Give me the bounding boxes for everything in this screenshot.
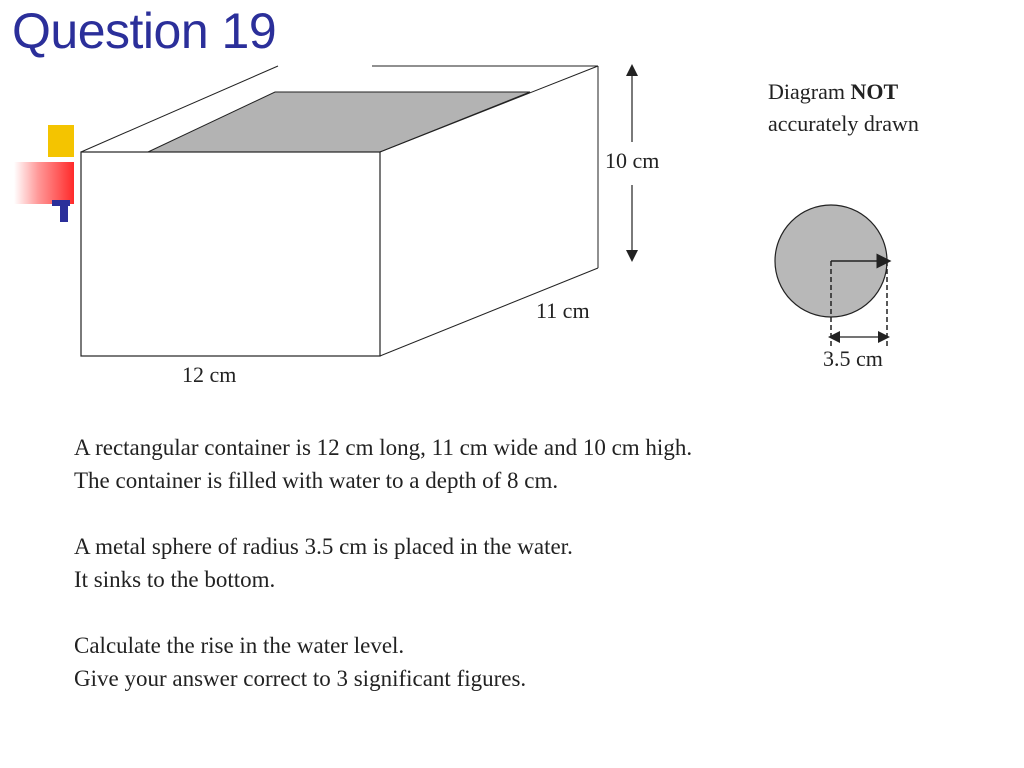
problem-paragraph-sphere [74, 530, 974, 596]
container-front-face [81, 152, 380, 356]
note-line-1 [768, 76, 919, 108]
width-label: 11 cm [536, 298, 590, 323]
slide-title: Question 19 [12, 3, 277, 59]
problem-line: A rectangular container is 12 cm long, 11 cm wide and 10 cm high. [74, 435, 693, 460]
problem-paragraph-setup [74, 431, 974, 497]
problem-line: The container is filled with water to a depth of 8 cm. [74, 468, 559, 493]
problem-line: Calculate the rise in the water level. [74, 633, 405, 658]
problem-line: Give your answer correct to 3 significant figures. [74, 666, 527, 691]
water-surface [148, 92, 530, 152]
problem-line: A metal sphere of radius 3.5 cm is placed in the water. [74, 534, 573, 559]
problem-line: It sinks to the bottom. [74, 567, 276, 592]
note-line-1-bold: NOT [850, 79, 899, 104]
metal-sphere [775, 205, 887, 371]
diagram-not-to-scale-note [768, 76, 919, 140]
rectangular-container [81, 66, 598, 356]
note-line-1-prefix: Diagram [768, 79, 851, 104]
problem-text [74, 431, 974, 728]
problem-paragraph-task [74, 629, 974, 695]
radius-label: 3.5 cm [823, 346, 883, 371]
height-dimension [605, 70, 659, 256]
length-label: 12 cm [182, 362, 237, 387]
height-label: 10 cm [605, 148, 660, 173]
note-line-2: accurately drawn [768, 111, 919, 136]
